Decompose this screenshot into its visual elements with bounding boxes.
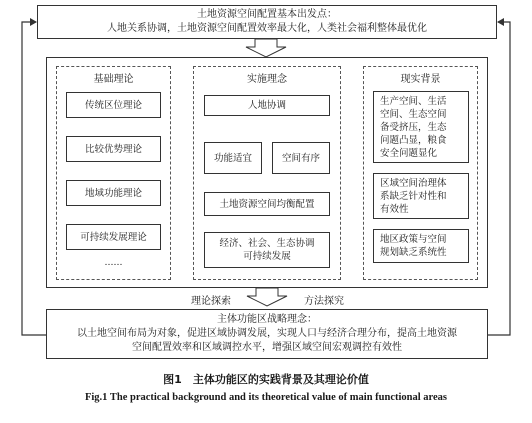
sustain-line1: 经济、社会、生态协调: [219, 238, 315, 249]
balance-box: 土地资源空间均衡配置: [204, 192, 330, 216]
harmony-box: 人地协调: [204, 95, 330, 116]
bg1-line3: 备受挤压，生态: [380, 121, 447, 133]
sustain-box: [204, 232, 330, 268]
bg1-line4: 问题凸显，粮食: [380, 134, 447, 146]
bottom-box: [46, 309, 488, 359]
order-box: 空间有序: [272, 142, 330, 174]
theory-item-1: 传统区位理论: [66, 92, 161, 118]
bg2-line3: 有效性: [380, 203, 409, 215]
feedback-line-left: [22, 22, 46, 335]
bg1-line1: 生产空间、生活: [380, 95, 447, 107]
theory-item-3: 地域功能理论: [66, 180, 161, 206]
center-panel-title: 实施理念: [247, 74, 287, 85]
sustain-line2: 可持续发展: [243, 251, 291, 262]
theory-item-4: 可持续发展理论: [66, 224, 161, 250]
down-arrow-bottom: [247, 288, 287, 306]
background-item-2: [373, 173, 469, 219]
top-box-line2: 人地关系协调，土地资源空间配置效率最大化，人类社会福利整体最优化: [107, 23, 427, 34]
bottom-line3: 空间配置效率和区域调控水平，增强区域空间宏观调控有效性: [132, 342, 402, 353]
caption-cn: 图1 主体功能区的实践背景及其理论价值: [163, 373, 369, 386]
bg2-line2: 系缺乏针对性和: [380, 190, 447, 202]
label-theory-exploration: 理论探索: [191, 296, 231, 307]
bg3-line2: 规划缺乏系统性: [380, 247, 447, 258]
background-item-1: [373, 91, 469, 163]
theory-item-2: 比较优势理论: [66, 136, 161, 162]
theory-ellipsis: ……: [104, 258, 123, 268]
top-box: [37, 5, 497, 39]
bg1-line2: 空间、生态空间: [380, 108, 447, 120]
background-item-3: [373, 229, 469, 263]
left-panel-title: 基础理论: [93, 74, 134, 85]
right-panel-title: 现实背景: [400, 74, 441, 85]
caption-en: Fig.1 The practical background and its theoretical value of main functional areas: [84, 392, 448, 403]
top-box-line1: 土地资源空间配置基本出发点：: [197, 9, 337, 20]
bg2-line1: 区域空间治理体: [380, 177, 447, 189]
label-method-exploration: 方法探究: [304, 296, 344, 307]
fit-box: 功能适宜: [204, 142, 262, 174]
down-arrow-top: [246, 39, 286, 57]
bottom-line1: 主体功能区战略理念：: [217, 314, 317, 325]
bg1-line5: 安全问题显化: [380, 147, 438, 159]
feedback-line-right: [488, 22, 510, 335]
bottom-line2: 以土地空间布局为对象，促进区域协调发展，实现人口与经济合理分布，提高土地资源: [77, 328, 457, 339]
bg3-line1: 地区政策与空间: [380, 234, 447, 245]
